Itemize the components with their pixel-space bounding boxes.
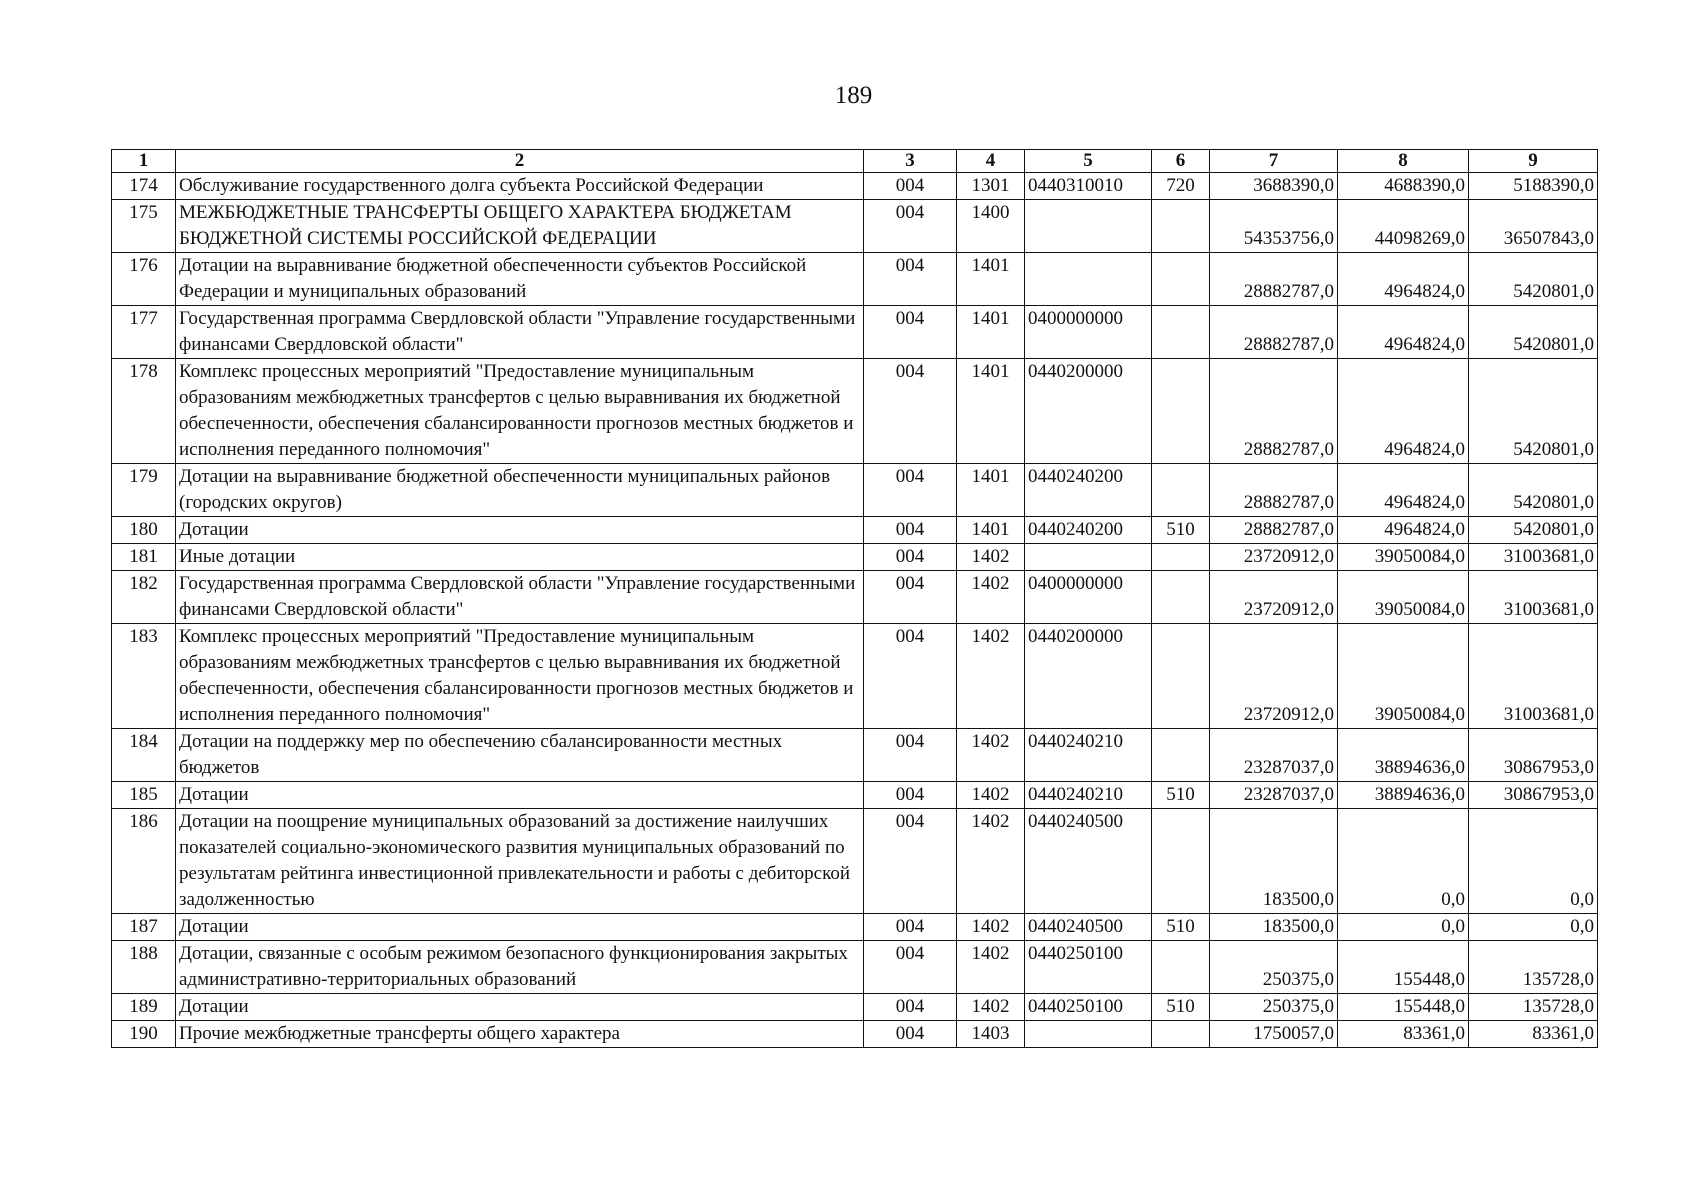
amount-col-9: 5420801,0 (1469, 517, 1598, 544)
table-row (112, 464, 1598, 517)
table-row (112, 1021, 1598, 1048)
row-name: Государственная программа Свердловской области "Управление государственными финансами Свердловской области" (176, 306, 864, 359)
admin-code: 004 (864, 571, 957, 624)
target-article-code: 0400000000 (1025, 571, 1152, 624)
column-header: 5 (1025, 150, 1152, 173)
admin-code: 004 (864, 253, 957, 306)
section-code: 1402 (957, 994, 1025, 1021)
row-number: 181 (112, 544, 176, 571)
table-row (112, 624, 1598, 729)
amount-col-9: 5420801,0 (1469, 464, 1598, 517)
row-name: Дотации на выравнивание бюджетной обеспеченности субъектов Российской Федерации и муниципальных образований (176, 253, 864, 306)
section-code: 1402 (957, 809, 1025, 914)
row-number: 188 (112, 941, 176, 994)
row-number: 190 (112, 1021, 176, 1048)
expense-type-code: 720 (1152, 173, 1210, 200)
amount-col-7: 28882787,0 (1210, 306, 1338, 359)
expense-type-code (1152, 253, 1210, 306)
amount-col-7: 3688390,0 (1210, 173, 1338, 200)
column-header: 4 (957, 150, 1025, 173)
amount-col-7: 28882787,0 (1210, 359, 1338, 464)
amount-col-7: 183500,0 (1210, 809, 1338, 914)
row-name: Обслуживание государственного долга субъекта Российской Федерации (176, 173, 864, 200)
amount-col-7: 23287037,0 (1210, 782, 1338, 809)
amount-col-7: 250375,0 (1210, 941, 1338, 994)
target-article-code: 0440240210 (1025, 729, 1152, 782)
section-code: 1401 (957, 306, 1025, 359)
amount-col-7: 183500,0 (1210, 914, 1338, 941)
section-code: 1301 (957, 173, 1025, 200)
column-header: 1 (112, 150, 176, 173)
amount-col-7: 28882787,0 (1210, 464, 1338, 517)
amount-col-8: 4964824,0 (1338, 359, 1469, 464)
expense-type-code: 510 (1152, 914, 1210, 941)
amount-col-9: 83361,0 (1469, 1021, 1598, 1048)
column-header: 3 (864, 150, 957, 173)
section-code: 1401 (957, 464, 1025, 517)
target-article-code (1025, 200, 1152, 253)
expense-type-code (1152, 624, 1210, 729)
admin-code: 004 (864, 517, 957, 544)
row-number: 180 (112, 517, 176, 544)
amount-col-9: 5420801,0 (1469, 306, 1598, 359)
table-body (112, 173, 1598, 1048)
amount-col-9: 135728,0 (1469, 941, 1598, 994)
table-row (112, 517, 1598, 544)
section-code: 1402 (957, 941, 1025, 994)
amount-col-8: 38894636,0 (1338, 729, 1469, 782)
page-number: 189 (834, 82, 873, 109)
row-name: Дотации на поддержку мер по обеспечению сбалансированности местных бюджетов (176, 729, 864, 782)
row-name: Дотации (176, 517, 864, 544)
table-row (112, 729, 1598, 782)
target-article-code (1025, 544, 1152, 571)
column-header: 2 (176, 150, 864, 173)
expense-type-code (1152, 306, 1210, 359)
amount-col-9: 5420801,0 (1469, 359, 1598, 464)
admin-code: 004 (864, 173, 957, 200)
table-row (112, 571, 1598, 624)
amount-col-7: 1750057,0 (1210, 1021, 1338, 1048)
row-number: 178 (112, 359, 176, 464)
row-name: Дотации (176, 914, 864, 941)
amount-col-9: 5420801,0 (1469, 253, 1598, 306)
row-name: Комплекс процессных мероприятий "Предоставление муниципальным образованиям межбюджетных трансфертов с целью выравнивания их бюджетной обеспеченности, обеспечения сбалансированности прогнозов местных бюджетов и исполнения переданного полномочия" (176, 359, 864, 464)
target-article-code: 0440240200 (1025, 464, 1152, 517)
expense-type-code (1152, 200, 1210, 253)
amount-col-9: 31003681,0 (1469, 544, 1598, 571)
row-number: 186 (112, 809, 176, 914)
row-number: 179 (112, 464, 176, 517)
row-name: Дотации (176, 782, 864, 809)
admin-code: 004 (864, 782, 957, 809)
header-row (112, 150, 1598, 173)
amount-col-9: 31003681,0 (1469, 624, 1598, 729)
admin-code: 004 (864, 941, 957, 994)
section-code: 1403 (957, 1021, 1025, 1048)
section-code: 1401 (957, 253, 1025, 306)
target-article-code: 0440310010 (1025, 173, 1152, 200)
row-number: 176 (112, 253, 176, 306)
row-name: Комплекс процессных мероприятий "Предоставление муниципальным образованиям межбюджетных трансфертов с целью выравнивания их бюджетной обеспеченности, обеспечения сбалансированности прогнозов местных бюджетов и исполнения переданного полномочия" (176, 624, 864, 729)
expense-type-code (1152, 544, 1210, 571)
amount-col-7: 54353756,0 (1210, 200, 1338, 253)
amount-col-7: 23287037,0 (1210, 729, 1338, 782)
table-row (112, 253, 1598, 306)
amount-col-8: 4688390,0 (1338, 173, 1469, 200)
column-header: 7 (1210, 150, 1338, 173)
row-number: 184 (112, 729, 176, 782)
target-article-code: 0440240200 (1025, 517, 1152, 544)
column-header: 8 (1338, 150, 1469, 173)
expense-type-code (1152, 809, 1210, 914)
section-code: 1402 (957, 914, 1025, 941)
amount-col-8: 0,0 (1338, 914, 1469, 941)
row-number: 189 (112, 994, 176, 1021)
amount-col-9: 5188390,0 (1469, 173, 1598, 200)
row-number: 187 (112, 914, 176, 941)
amount-col-8: 39050084,0 (1338, 571, 1469, 624)
amount-col-8: 83361,0 (1338, 1021, 1469, 1048)
expense-type-code: 510 (1152, 517, 1210, 544)
row-name: Иные дотации (176, 544, 864, 571)
table-row (112, 306, 1598, 359)
table-row (112, 941, 1598, 994)
expense-type-code: 510 (1152, 782, 1210, 809)
amount-col-9: 30867953,0 (1469, 729, 1598, 782)
section-code: 1402 (957, 782, 1025, 809)
table-row (112, 994, 1598, 1021)
row-name: Дотации на выравнивание бюджетной обеспеченности муниципальных районов (городских округов) (176, 464, 864, 517)
row-number: 175 (112, 200, 176, 253)
section-code: 1402 (957, 729, 1025, 782)
row-name: Прочие межбюджетные трансферты общего характера (176, 1021, 864, 1048)
amount-col-9: 31003681,0 (1469, 571, 1598, 624)
expense-type-code (1152, 571, 1210, 624)
admin-code: 004 (864, 624, 957, 729)
table-row (112, 200, 1598, 253)
section-code: 1401 (957, 517, 1025, 544)
row-name: МЕЖБЮДЖЕТНЫЕ ТРАНСФЕРТЫ ОБЩЕГО ХАРАКТЕРА БЮДЖЕТАМ БЮДЖЕТНОЙ СИСТЕМЫ РОССИЙСКОЙ ФЕДЕРАЦИИ (176, 200, 864, 253)
section-code: 1402 (957, 624, 1025, 729)
row-name: Дотации (176, 994, 864, 1021)
amount-col-9: 0,0 (1469, 914, 1598, 941)
table-row (112, 544, 1598, 571)
row-number: 174 (112, 173, 176, 200)
amount-col-8: 39050084,0 (1338, 624, 1469, 729)
admin-code: 004 (864, 306, 957, 359)
expense-type-code (1152, 729, 1210, 782)
target-article-code: 0440250100 (1025, 941, 1152, 994)
table-row (112, 173, 1598, 200)
admin-code: 004 (864, 809, 957, 914)
admin-code: 004 (864, 200, 957, 253)
amount-col-7: 23720912,0 (1210, 624, 1338, 729)
target-article-code: 0440250100 (1025, 994, 1152, 1021)
target-article-code: 0440240210 (1025, 782, 1152, 809)
section-code: 1402 (957, 544, 1025, 571)
admin-code: 004 (864, 359, 957, 464)
row-number: 183 (112, 624, 176, 729)
amount-col-9: 135728,0 (1469, 994, 1598, 1021)
table-row (112, 359, 1598, 464)
target-article-code: 0400000000 (1025, 306, 1152, 359)
target-article-code: 0440240500 (1025, 809, 1152, 914)
amount-col-8: 4964824,0 (1338, 517, 1469, 544)
admin-code: 004 (864, 729, 957, 782)
row-number: 182 (112, 571, 176, 624)
amount-col-8: 44098269,0 (1338, 200, 1469, 253)
amount-col-7: 23720912,0 (1210, 544, 1338, 571)
expense-type-code (1152, 359, 1210, 464)
amount-col-7: 28882787,0 (1210, 517, 1338, 544)
column-header: 9 (1469, 150, 1598, 173)
target-article-code: 0440240500 (1025, 914, 1152, 941)
expense-type-code (1152, 1021, 1210, 1048)
admin-code: 004 (864, 544, 957, 571)
amount-col-9: 0,0 (1469, 809, 1598, 914)
table-row (112, 809, 1598, 914)
amount-col-7: 28882787,0 (1210, 253, 1338, 306)
amount-col-8: 38894636,0 (1338, 782, 1469, 809)
row-name: Дотации на поощрение муниципальных образований за достижение наилучших показателей социально-экономического развития муниципальных образований по результатам рейтинга инвестиционной привлекательности и работы с дебиторской задолженностью (176, 809, 864, 914)
amount-col-8: 155448,0 (1338, 941, 1469, 994)
row-name: Государственная программа Свердловской области "Управление государственными финансами Свердловской области" (176, 571, 864, 624)
row-number: 177 (112, 306, 176, 359)
expense-type-code: 510 (1152, 994, 1210, 1021)
amount-col-8: 4964824,0 (1338, 306, 1469, 359)
amount-col-8: 4964824,0 (1338, 253, 1469, 306)
amount-col-7: 250375,0 (1210, 994, 1338, 1021)
expense-type-code (1152, 464, 1210, 517)
section-code: 1402 (957, 571, 1025, 624)
section-code: 1400 (957, 200, 1025, 253)
target-article-code: 0440200000 (1025, 624, 1152, 729)
target-article-code (1025, 1021, 1152, 1048)
budget-table (111, 149, 1598, 1048)
column-header: 6 (1152, 150, 1210, 173)
expense-type-code (1152, 941, 1210, 994)
amount-col-9: 30867953,0 (1469, 782, 1598, 809)
section-code: 1401 (957, 359, 1025, 464)
amount-col-8: 4964824,0 (1338, 464, 1469, 517)
amount-col-9: 36507843,0 (1469, 200, 1598, 253)
admin-code: 004 (864, 914, 957, 941)
row-name: Дотации, связанные с особым режимом безопасного функционирования закрытых административно-территориальных образований (176, 941, 864, 994)
row-number: 185 (112, 782, 176, 809)
amount-col-7: 23720912,0 (1210, 571, 1338, 624)
amount-col-8: 0,0 (1338, 809, 1469, 914)
target-article-code (1025, 253, 1152, 306)
amount-col-8: 155448,0 (1338, 994, 1469, 1021)
amount-col-8: 39050084,0 (1338, 544, 1469, 571)
table-row (112, 914, 1598, 941)
target-article-code: 0440200000 (1025, 359, 1152, 464)
admin-code: 004 (864, 994, 957, 1021)
admin-code: 004 (864, 464, 957, 517)
admin-code: 004 (864, 1021, 957, 1048)
table-row (112, 782, 1598, 809)
